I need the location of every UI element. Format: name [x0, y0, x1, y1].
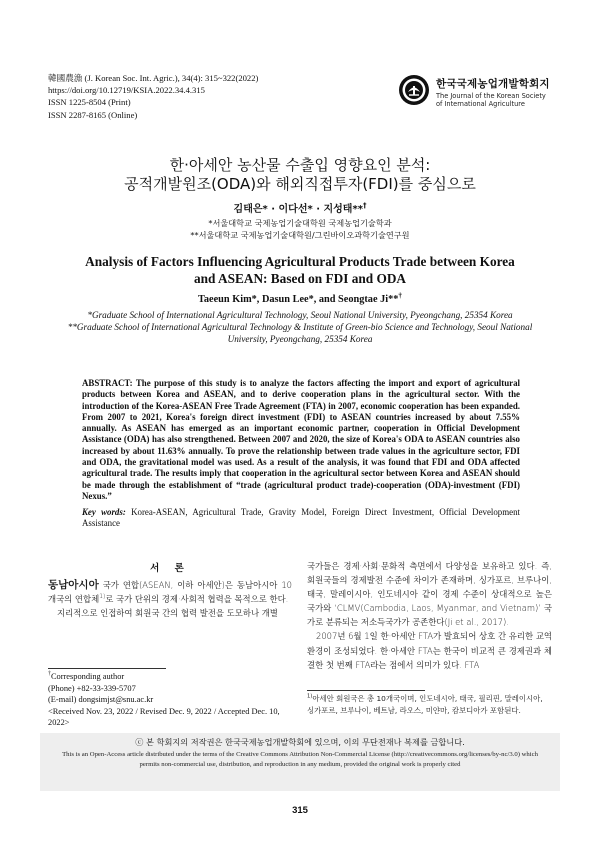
- title-korean-line2: 공적개발원조(ODA)와 해외직접투자(FDI)를 중심으로: [124, 175, 476, 193]
- footnote-ref: 1): [99, 594, 106, 601]
- footnote-asean-members: $^{1)}$아세안 회원국은 총 10개국이며, 인도네시아, 태국, 필리핀, 말레이시아, 싱가포르, 브루나이, 베트남, 라오스, 미얀마, 캄보디아가 포함된다.: [307, 693, 543, 715]
- journal-meta: [48, 72, 258, 121]
- society-name-kr: 한국국제농업개발학회지: [436, 78, 550, 90]
- received-dates: <Received Nov. 23, 2022 / Revised Dec. 9, 2022 / Accepted Dec. 10, 2022>: [48, 706, 280, 727]
- intro-paragraph-2: 지리적으로 인접하여 회원국 간의 협력 발전을 도모하나 개별: [57, 608, 278, 619]
- intro-paragraph-4: 2007년 6월 1일 한·아세안 FTA가 발효되어 상호 간 유리한 교역 환경이 조성되었다. 한·아세안 FTA는 한국이 비교적 큰 경제권과 체결한 첫 번째 FTA라는 점에서 의미가 있다. FTA: [307, 631, 552, 670]
- intro-paragraph-3: 국가들은 경제·사회·문화적 측면에서 다양성을 보유하고 있다. 즉, 회원국들의 경제발전 수준에 차이가 존재하며, 싱가포르, 브루나이, 태국, 말레이시아, 인도네시아 같이 경제 수준이 상대적으로 높은 국가와 ‘CLMV(Cambodia, Laos, Myanmar, and Vietnam)’ 국가로 분류되는 저소득국가가 공존한다(Ji et al., 2017).: [307, 561, 552, 628]
- affiliations-english: *Graduate School of International Agricultural Technology, Seoul National University, Pyeongchang, 25354 Korea **Graduate School of International Agricultural Technology & Institute of Green-bio Science and Technology, Seoul National University, Pyeongchang, 25354 Korea: [67, 310, 533, 344]
- body-left-column: [48, 578, 292, 620]
- corresponding-author-note: †Corresponding author (Phone) +82-33-339-5707 (E-mail) dongsimjst@snu.ac.kr <Received Nov. 23, 2022 / Revised Dec. 9, 2022 / Accepted Dec. 10, 2022>: [48, 671, 298, 729]
- authors-english: Taeeun Kim*, Dasun Lee*, and Seongtae Ji**†: [197, 291, 403, 305]
- authors-korean: 김태은* · 이다선* · 지성태**†: [233, 201, 367, 215]
- title-korean: [0, 156, 600, 194]
- license-box: [40, 733, 560, 791]
- abstract-text: The purpose of this study is to analyze the factors affecting the import and export of agricultural products between Korea and ASEAN, and to derive cooperation plans in the agricultural sector. With the introduction of the Korea-ASEAN Free Trade Agreement (FTA) in 2007, economic cooperation has been expanded. From 2007 to 2021, Korea's foreign direct investment (FDI) to ASEAN countries increased by about 7.55% annually. As ASEAN has emerged as an important economic partner, cooperation in Official Development Assistance (ODA) has also strengthened. Between 2007 and 2020, the size of Korea's ODA to ASEAN countries also increased by about 11.63% annually. To prove the relationship between trade values in the agriculture sector, FDI and ODA, the gravitational model was used. As a result of the analysis, it was found that FDI and ODA affected agricultural trade. The results imply that cooperation in the agricultural sector between Korea and ASEAN should be made through the establishment of “trade (agricultural product trade)-cooperation (ODA)-investment (FDI) Nexus.”: [82, 378, 520, 501]
- intro-paragraph-1: 동남아시아 국가 연합(ASEAN, 이하 아세안)은 동남아시아 10개국의 연합체$^{1)}$로 국가 단위의 경제·사회적 협력을 목적으로 한다.: [48, 579, 292, 605]
- footnote-rule-right: [307, 690, 425, 691]
- license-korean: ⓒ 본 학회지의 저작권은 한국국제농업개발학회에 있으며, 이의 무단전재나 복제를 금합니다.: [135, 737, 465, 747]
- keywords-text: Korea-ASEAN, Agricultural Trade, Gravity Model, Foreign Direct Investment, Official Development Assistance: [82, 507, 520, 529]
- society-seal-icon: [398, 74, 430, 106]
- society-logo: [398, 70, 548, 120]
- society-name-en: The Journal of the Korean Society of International Agriculture: [436, 92, 546, 109]
- corresponding-label: Corresponding author: [50, 672, 125, 681]
- abstract: [82, 378, 520, 502]
- title-english: Analysis of Factors Influencing Agricultural Products Trade between Korea and ASEAN: Based on FDI and ODA: [85, 254, 515, 286]
- lead-word: 동남아시아: [48, 579, 99, 591]
- issn-print: ISSN 1225-8504 (Print): [48, 97, 131, 108]
- corresponding-phone: (Phone) +82-33-339-5707: [48, 683, 136, 693]
- license-english: This is an Open-Access article distributed under the terms of the Creative Commons Attribution Non-Commercial License (http://creativecommons.org/licenses/by-nc/3.0) which permits non-commercial use, distribution, and reproduction in any medium, provided the original work is properly cited: [62, 751, 538, 768]
- issn-online: ISSN 2287-8165 (Online): [48, 109, 138, 120]
- title-korean-line1: 한·아세안 농산물 수출입 영향요인 분석:: [169, 156, 431, 174]
- body-right-column: [307, 559, 552, 672]
- keywords-label: Key words:: [82, 507, 126, 517]
- abstract-label: ABSTRACT:: [82, 378, 133, 388]
- journal-doi[interactable]: https://doi.org/10.12719/KSIA.2022.34.4.315: [48, 85, 205, 96]
- journal-citation: 韓國農漁 (J. Korean Soc. Int. Agric.), 34(4): 315~322(2022): [48, 73, 259, 83]
- page-number: 315: [292, 805, 308, 816]
- footnote-rule-left: [48, 668, 166, 669]
- section-title-introduction: 서 론: [150, 563, 190, 574]
- corresponding-email[interactable]: (E-mail) dongsimjst@snu.ac.kr: [48, 695, 154, 704]
- affiliations-korean: *서울대학교 국제농업기술대학원 국제농업기술학과 **서울대학교 국제농업기술대학원/그린바이오과학기술연구원: [190, 218, 410, 240]
- keywords: [82, 507, 520, 530]
